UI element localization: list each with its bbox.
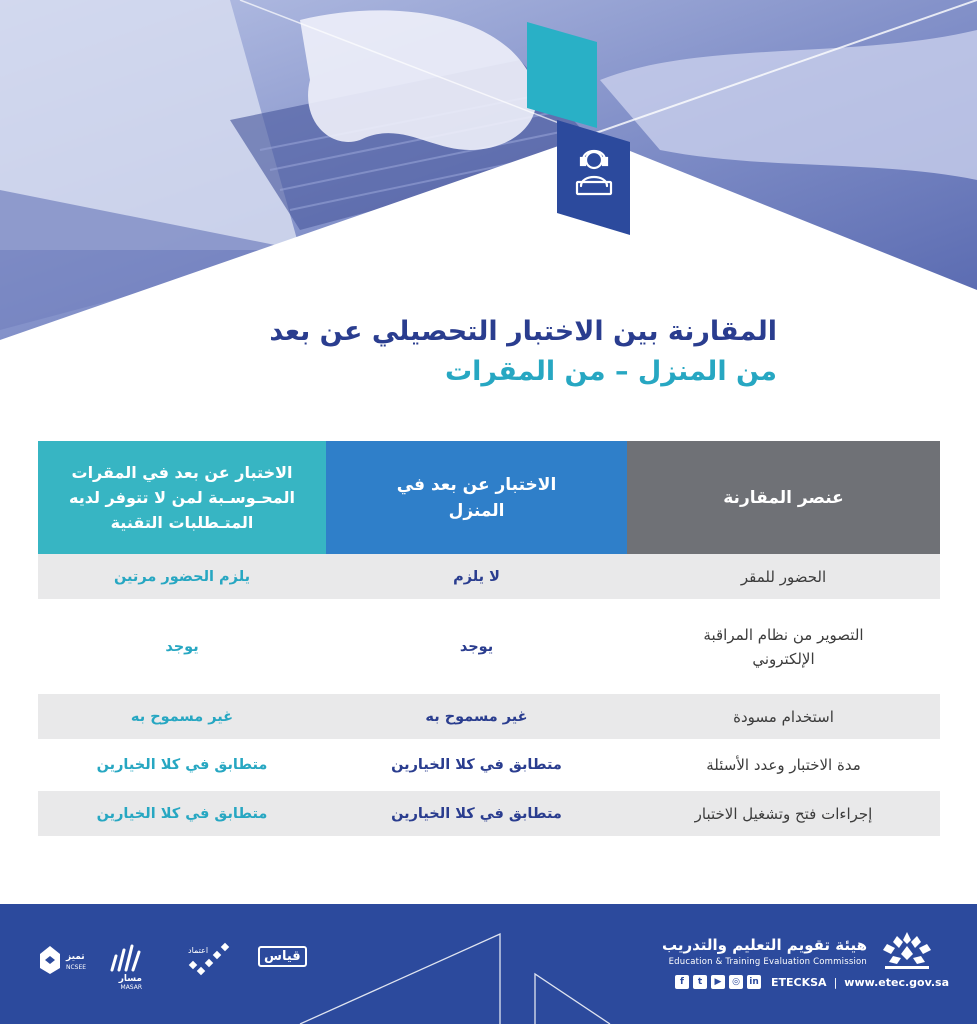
title-line-1: المقارنة بين الاختبار التحصيلي عن بعد xyxy=(269,316,777,347)
masar-label-ar: مسار xyxy=(118,974,142,984)
footer xyxy=(0,904,977,1024)
etimad-label: اعتماد xyxy=(188,946,209,955)
row-home-value: متطابق في كلا الخيارين xyxy=(391,757,562,773)
separator: | xyxy=(833,975,838,989)
table-row xyxy=(38,739,940,791)
facebook-icon[interactable]: f xyxy=(675,975,689,989)
contact-bar xyxy=(675,975,949,989)
etec-brand xyxy=(662,936,867,967)
qiyas-label: قياس xyxy=(258,946,307,967)
remote-test-icon xyxy=(557,120,630,235)
tamayuz-icon xyxy=(38,944,62,974)
tamayuz-label-en: NCSEE xyxy=(66,964,87,971)
table-row xyxy=(38,694,940,739)
header-center-test: الاختبار عن بعد في المقرات المحـوسـبة لمن لا تتوفر لديه المتـطلبات التقنية xyxy=(38,441,326,554)
instagram-icon[interactable]: ◎ xyxy=(729,975,743,989)
comparison-table xyxy=(38,441,940,836)
header-comparison-item: عنصر المقارنة xyxy=(627,441,940,554)
etec-logo xyxy=(879,930,935,972)
row-centers-value: يلزم الحضور مرتين xyxy=(38,554,326,599)
title-line-2: من المنزل – من المقرات xyxy=(445,356,777,387)
row-item: مدة الاختبار وعدد الأسئلة xyxy=(706,756,861,774)
tamayuz-logo xyxy=(38,944,87,978)
etimad-logo xyxy=(186,938,236,986)
hero-banner xyxy=(0,0,977,340)
tamayuz-label-ar: تميز xyxy=(66,952,85,962)
row-home-value: غير مسموح به xyxy=(326,694,627,739)
masar-label-en: MASAR xyxy=(120,984,142,991)
youtube-icon[interactable]: ▶ xyxy=(711,975,725,989)
row-centers-value: يوجد xyxy=(165,638,199,655)
row-centers-value: غير مسموح به xyxy=(38,694,326,739)
header-home-test: الاختبار عن بعد في المنزل xyxy=(326,441,627,554)
row-item: الحضور للمقر xyxy=(627,554,940,599)
org-name-ar: هيئة تقويم التعليم والتدريب xyxy=(661,936,867,954)
page-title xyxy=(120,312,777,392)
table-row xyxy=(38,791,940,836)
row-home-value: يوجد xyxy=(459,638,494,655)
hero-photo xyxy=(0,0,977,340)
website-link[interactable]: www.etec.gov.sa xyxy=(844,975,949,989)
row-home-value: لا يلزم xyxy=(326,554,627,599)
row-home-value: متطابق في كلا الخيارين xyxy=(326,791,627,836)
row-centers-value: متطابق في كلا الخيارين xyxy=(96,757,268,773)
etimad-check-icon xyxy=(186,938,236,982)
org-name-en: Education & Training Evaluation Commission xyxy=(668,957,867,967)
masar-stripes-icon xyxy=(108,942,142,972)
row-item: التصوير من نظام المراقبة الإلكتروني xyxy=(703,625,864,668)
table-row xyxy=(38,554,940,599)
masar-logo xyxy=(108,942,142,991)
table-row xyxy=(38,599,940,694)
social-handle[interactable]: ETECKSA xyxy=(771,975,827,989)
qiyas-logo xyxy=(258,946,307,967)
row-item: إجراءات فتح وتشغيل الاختبار xyxy=(627,791,940,836)
table-header-row xyxy=(38,441,940,554)
linkedin-icon[interactable]: in xyxy=(747,975,761,989)
row-item: استخدام مسودة xyxy=(627,694,940,739)
row-centers-value: متطابق في كلا الخيارين xyxy=(38,791,326,836)
twitter-icon[interactable]: t xyxy=(693,975,707,989)
